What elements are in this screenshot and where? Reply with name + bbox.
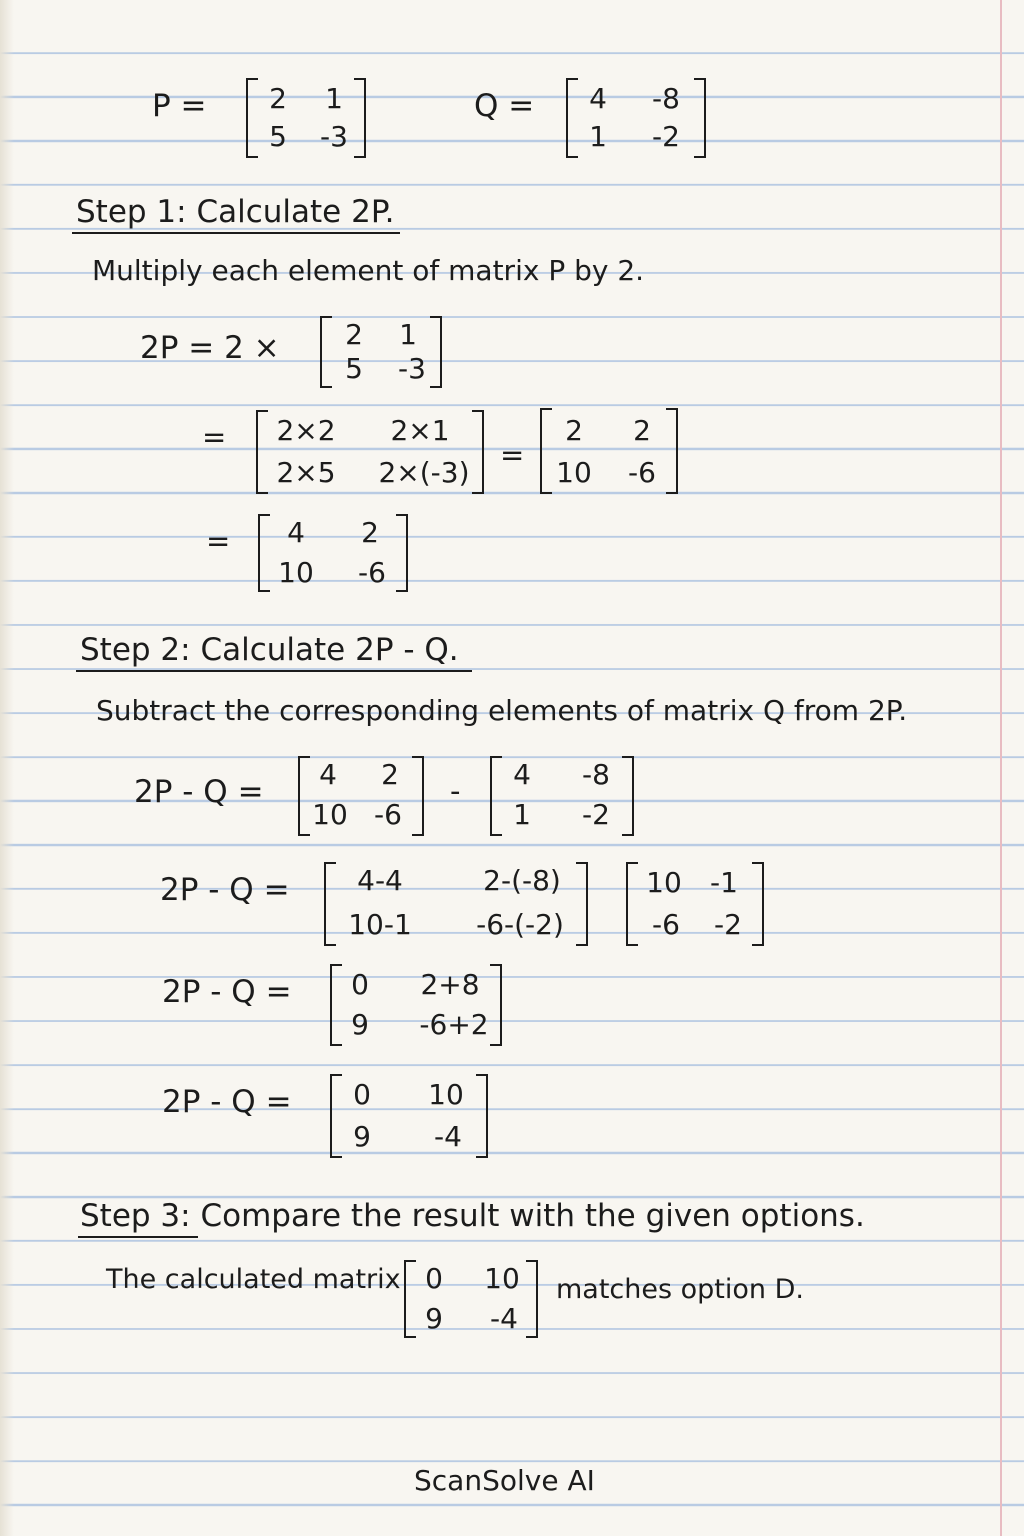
matrix-cell: 2 xyxy=(633,414,651,447)
matrix-cell: -3 xyxy=(320,120,348,153)
matrix-cell: 10 xyxy=(428,1078,464,1111)
step1-heading: Step 1: Calculate 2P. xyxy=(76,194,395,230)
step3-sentence-end: matches option D. xyxy=(556,1274,804,1305)
matrix-cell: 10 xyxy=(278,556,314,589)
matrix-cell: 1 xyxy=(325,82,343,115)
matrix-cell: 2-(-8) xyxy=(483,864,561,897)
step2-label: 2P - Q = xyxy=(134,774,264,810)
matrix-cell: 10 xyxy=(484,1262,520,1295)
matrix-cell: 2+8 xyxy=(420,968,480,1001)
step2-line1-matrix-b xyxy=(490,756,634,836)
matrix-cell: 1 xyxy=(589,120,607,153)
matrix-cell: 5 xyxy=(269,120,287,153)
equals-sign: = xyxy=(202,420,227,454)
matrix-cell: -8 xyxy=(652,82,680,115)
step1-line2-matrix xyxy=(256,410,484,494)
matrix-cell: 9 xyxy=(353,1120,371,1153)
matrix-cell: 2 xyxy=(381,758,399,791)
matrix-cell: -4 xyxy=(434,1120,462,1153)
step1-line1-matrix xyxy=(320,316,442,388)
step3-answer-matrix xyxy=(404,1260,538,1338)
matrix-cell: 4 xyxy=(287,516,305,549)
matrix-cell: 4-4 xyxy=(357,864,403,897)
equals-sign: = xyxy=(206,524,231,558)
matrix-cell: -6 xyxy=(628,456,656,489)
step1-line3-matrix xyxy=(258,514,408,592)
matrix-cell: 2 xyxy=(361,516,379,549)
matrix-cell: 0 xyxy=(353,1078,371,1111)
matrix-cell: 4 xyxy=(513,758,531,791)
matrix-cell: 10-1 xyxy=(348,908,412,941)
step2-line2-matrix-a xyxy=(324,862,588,946)
matrix-cell: 5 xyxy=(345,352,363,385)
step2-line3-matrix xyxy=(330,964,502,1046)
q-matrix xyxy=(566,78,706,158)
step2-underline xyxy=(76,670,472,672)
matrix-cell: 1 xyxy=(399,318,417,351)
p-label: P = xyxy=(152,88,207,124)
step1-line2-matrix-b xyxy=(540,408,678,494)
matrix-cell: 10 xyxy=(312,798,348,831)
minus-sign: - xyxy=(450,774,461,808)
step3-heading: Step 3: Compare the result with the given options. xyxy=(80,1198,865,1234)
step2-line2-matrix-b xyxy=(626,862,764,946)
matrix-cell: 0 xyxy=(425,1262,443,1295)
matrix-cell: -6+2 xyxy=(419,1008,489,1041)
matrix-cell: 2×2 xyxy=(276,414,336,447)
matrix-cell: -8 xyxy=(582,758,610,791)
matrix-cell: -2 xyxy=(582,798,610,831)
matrix-cell: 4 xyxy=(319,758,337,791)
equals-sign: = xyxy=(500,438,525,472)
paper-edge xyxy=(0,0,14,1536)
matrix-cell: -3 xyxy=(398,352,426,385)
step3-underline xyxy=(78,1236,198,1238)
matrix-cell: 1 xyxy=(513,798,531,831)
step2-instruction: Subtract the corresponding elements of matrix Q from 2P. xyxy=(96,694,908,727)
matrix-cell: 4 xyxy=(589,82,607,115)
matrix-cell: 2 xyxy=(565,414,583,447)
step2-label: 2P - Q = xyxy=(160,872,290,908)
p-matrix xyxy=(246,78,366,158)
matrix-cell: 2 xyxy=(269,82,287,115)
brand-footer: ScanSolve AI xyxy=(414,1464,595,1497)
matrix-cell: -6 xyxy=(652,908,680,941)
step2-label: 2P - Q = xyxy=(162,1084,292,1120)
step2-label: 2P - Q = xyxy=(162,974,292,1010)
matrix-cell: -6 xyxy=(358,556,386,589)
step3-sentence-start: The calculated matrix xyxy=(106,1264,401,1295)
matrix-cell: -1 xyxy=(710,866,738,899)
matrix-cell: 2×(-3) xyxy=(378,456,470,489)
step2-heading: Step 2: Calculate 2P - Q. xyxy=(80,632,459,668)
matrix-cell: -2 xyxy=(652,120,680,153)
matrix-cell: 2 xyxy=(345,318,363,351)
step2-result-matrix xyxy=(330,1074,488,1158)
matrix-cell: 2×1 xyxy=(390,414,450,447)
margin-line xyxy=(1000,0,1002,1536)
matrix-cell: -6-(-2) xyxy=(476,908,564,941)
matrix-cell: 10 xyxy=(646,866,682,899)
matrix-cell: 9 xyxy=(351,1008,369,1041)
step2-line1-matrix-a xyxy=(298,756,424,836)
step1-line1-label: 2P = 2 × xyxy=(140,330,280,366)
matrix-cell: 10 xyxy=(556,456,592,489)
step1-instruction: Multiply each element of matrix P by 2. xyxy=(92,254,645,287)
matrix-cell: -6 xyxy=(374,798,402,831)
step1-underline xyxy=(72,232,400,234)
matrix-cell: 0 xyxy=(351,968,369,1001)
q-label: Q = xyxy=(474,88,535,124)
matrix-cell: 9 xyxy=(425,1302,443,1335)
matrix-cell: -4 xyxy=(490,1302,518,1335)
matrix-cell: 2×5 xyxy=(276,456,336,489)
matrix-cell: -2 xyxy=(714,908,742,941)
